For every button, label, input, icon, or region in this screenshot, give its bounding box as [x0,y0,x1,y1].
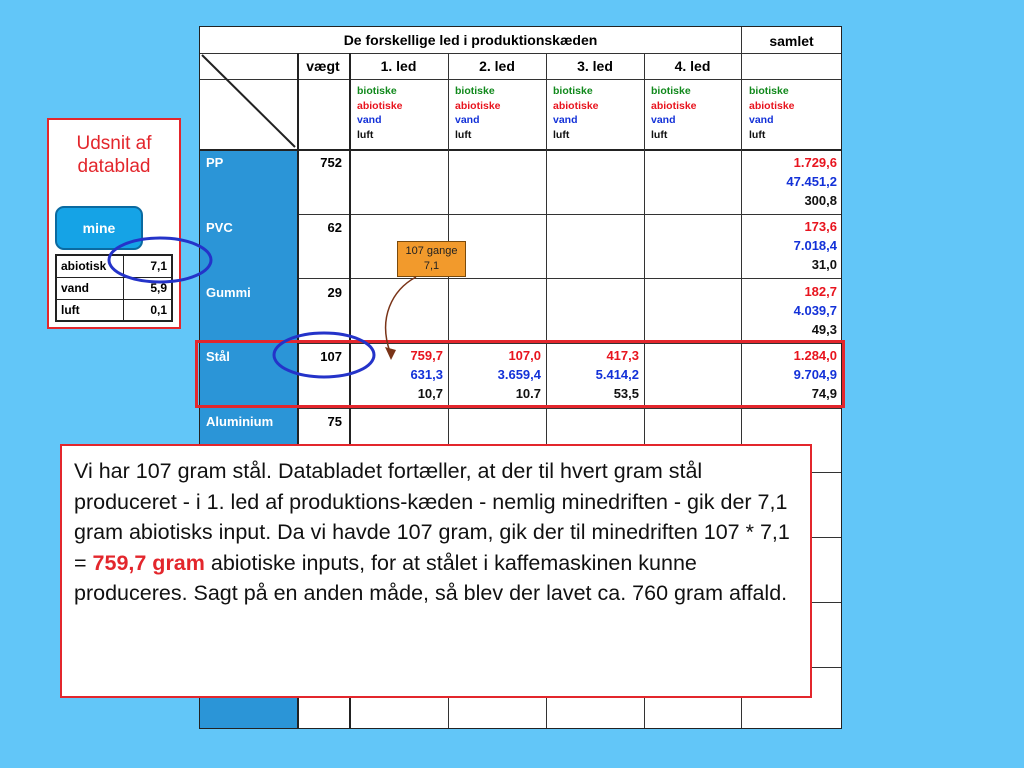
value-abiotiske: 182,7 [804,284,837,299]
legend-luft: luft [553,128,570,141]
legend-abiotiske: abiotiske [553,99,599,112]
weight-aluminium: 75 [327,414,342,429]
col-header-1: 1. led [380,58,417,74]
value-luft: 53,5 [613,386,639,401]
value-abiotiske: 1.284,0 [793,348,837,363]
legend-luft: luft [455,128,472,141]
mini-row-name: abiotisk [61,259,107,273]
mini-row-value: 7,1 [150,259,167,273]
arrow-head-icon [385,347,396,360]
legend-luft: luft [357,128,374,141]
legend-vand: vand [553,114,578,126]
value-luft: 300,8 [804,193,837,208]
explanation-text-2: abiotiske inputs, for at stålet i kaffemaskinen kunne produceres. Sagt på en anden måde, så blev der lavet ca. 760 gram affald. [74,550,788,605]
value-luft: 74,9 [811,386,837,401]
callout-line-1: 107 gange [405,245,458,257]
value-vand: 3.659,4 [497,367,541,382]
legend-abiotiske: abiotiske [749,99,795,112]
table-title: De forskellige led i produktionskæden [343,32,598,48]
value-abiotiske: 1.729,6 [793,155,837,170]
row-label-pp: PP [206,155,224,170]
legend-vand: vand [651,114,676,126]
explanation-textbox [60,444,812,698]
value-vand: 47.451,2 [786,174,837,189]
mini-row-value: 5,9 [150,281,167,295]
legend-abiotiske: abiotiske [651,99,697,112]
col-header-4: 4. led [674,58,711,74]
abiotisk-highlight-ellipse [109,238,211,282]
mine-button[interactable]: mine [55,206,143,250]
legend-biotiske: biotiske [553,85,593,97]
value-vand: 9.704,9 [793,367,837,382]
value-luft: 31,0 [811,257,837,272]
samlet-header: samlet [769,33,814,49]
legend-vand: vand [749,114,774,126]
legend-biotiske: biotiske [455,85,495,97]
value-luft: 10.7 [515,386,541,401]
value-abiotiske: 417,3 [606,348,639,363]
value-abiotiske: 759,7 [410,348,443,363]
legend-biotiske: biotiske [357,85,397,97]
weight-header: vægt [306,58,340,74]
weight-gummi: 29 [327,285,342,300]
legend-abiotiske: abiotiske [357,99,403,112]
mini-row-name: vand [61,281,90,295]
mini-row-value: 0,1 [150,303,167,317]
explanation-emphasis: 759,7 gram [92,550,205,575]
row-label-gummi: Gummi [206,285,251,300]
mini-row-name: luft [61,303,80,317]
legend-luft: luft [749,128,766,141]
value-abiotiske: 173,6 [804,219,837,234]
explanation-text-1: Vi har 107 gram stål. Databladet fortæller, at der til hvert gram stål produceret - i 1. led af produktions-kæden - nemlig minedriften - gik der 7,1 gram abiotisks input. Da vi havde 107 gram, gik der til minedriften 107 * 7,1 = [74,459,790,575]
value-vand: 4.039,7 [793,303,837,318]
weight-pvc: 62 [327,220,342,235]
legend-luft: luft [651,128,668,141]
value-vand: 5.414,2 [595,367,639,382]
legend-biotiske: biotiske [651,85,691,97]
panel-title: Udsnit af datablad [76,133,152,177]
callout-arrow [386,277,416,352]
row-label-staal: Stål [206,349,230,364]
row-label-pvc: PVC [206,220,233,235]
col-header-3: 3. led [577,58,613,74]
callout-line-2: 7,1 [423,260,440,272]
value-vand: 7.018,4 [793,238,837,253]
value-luft: 10,7 [417,386,443,401]
value-vand: 631,3 [410,367,443,382]
legend-vand: vand [455,114,480,126]
weight-staal: 107 [320,349,342,364]
col-header-2: 2. led [479,58,515,74]
value-abiotiske: 107,0 [508,348,541,363]
weight-pp: 752 [320,155,342,170]
row-label-aluminium: Aluminium [206,414,274,429]
legend-biotiske: biotiske [749,85,789,97]
legend-vand: vand [357,114,382,126]
weight-highlight-ellipse [274,333,374,377]
value-luft: 49,3 [811,322,837,337]
legend-abiotiske: abiotiske [455,99,501,112]
